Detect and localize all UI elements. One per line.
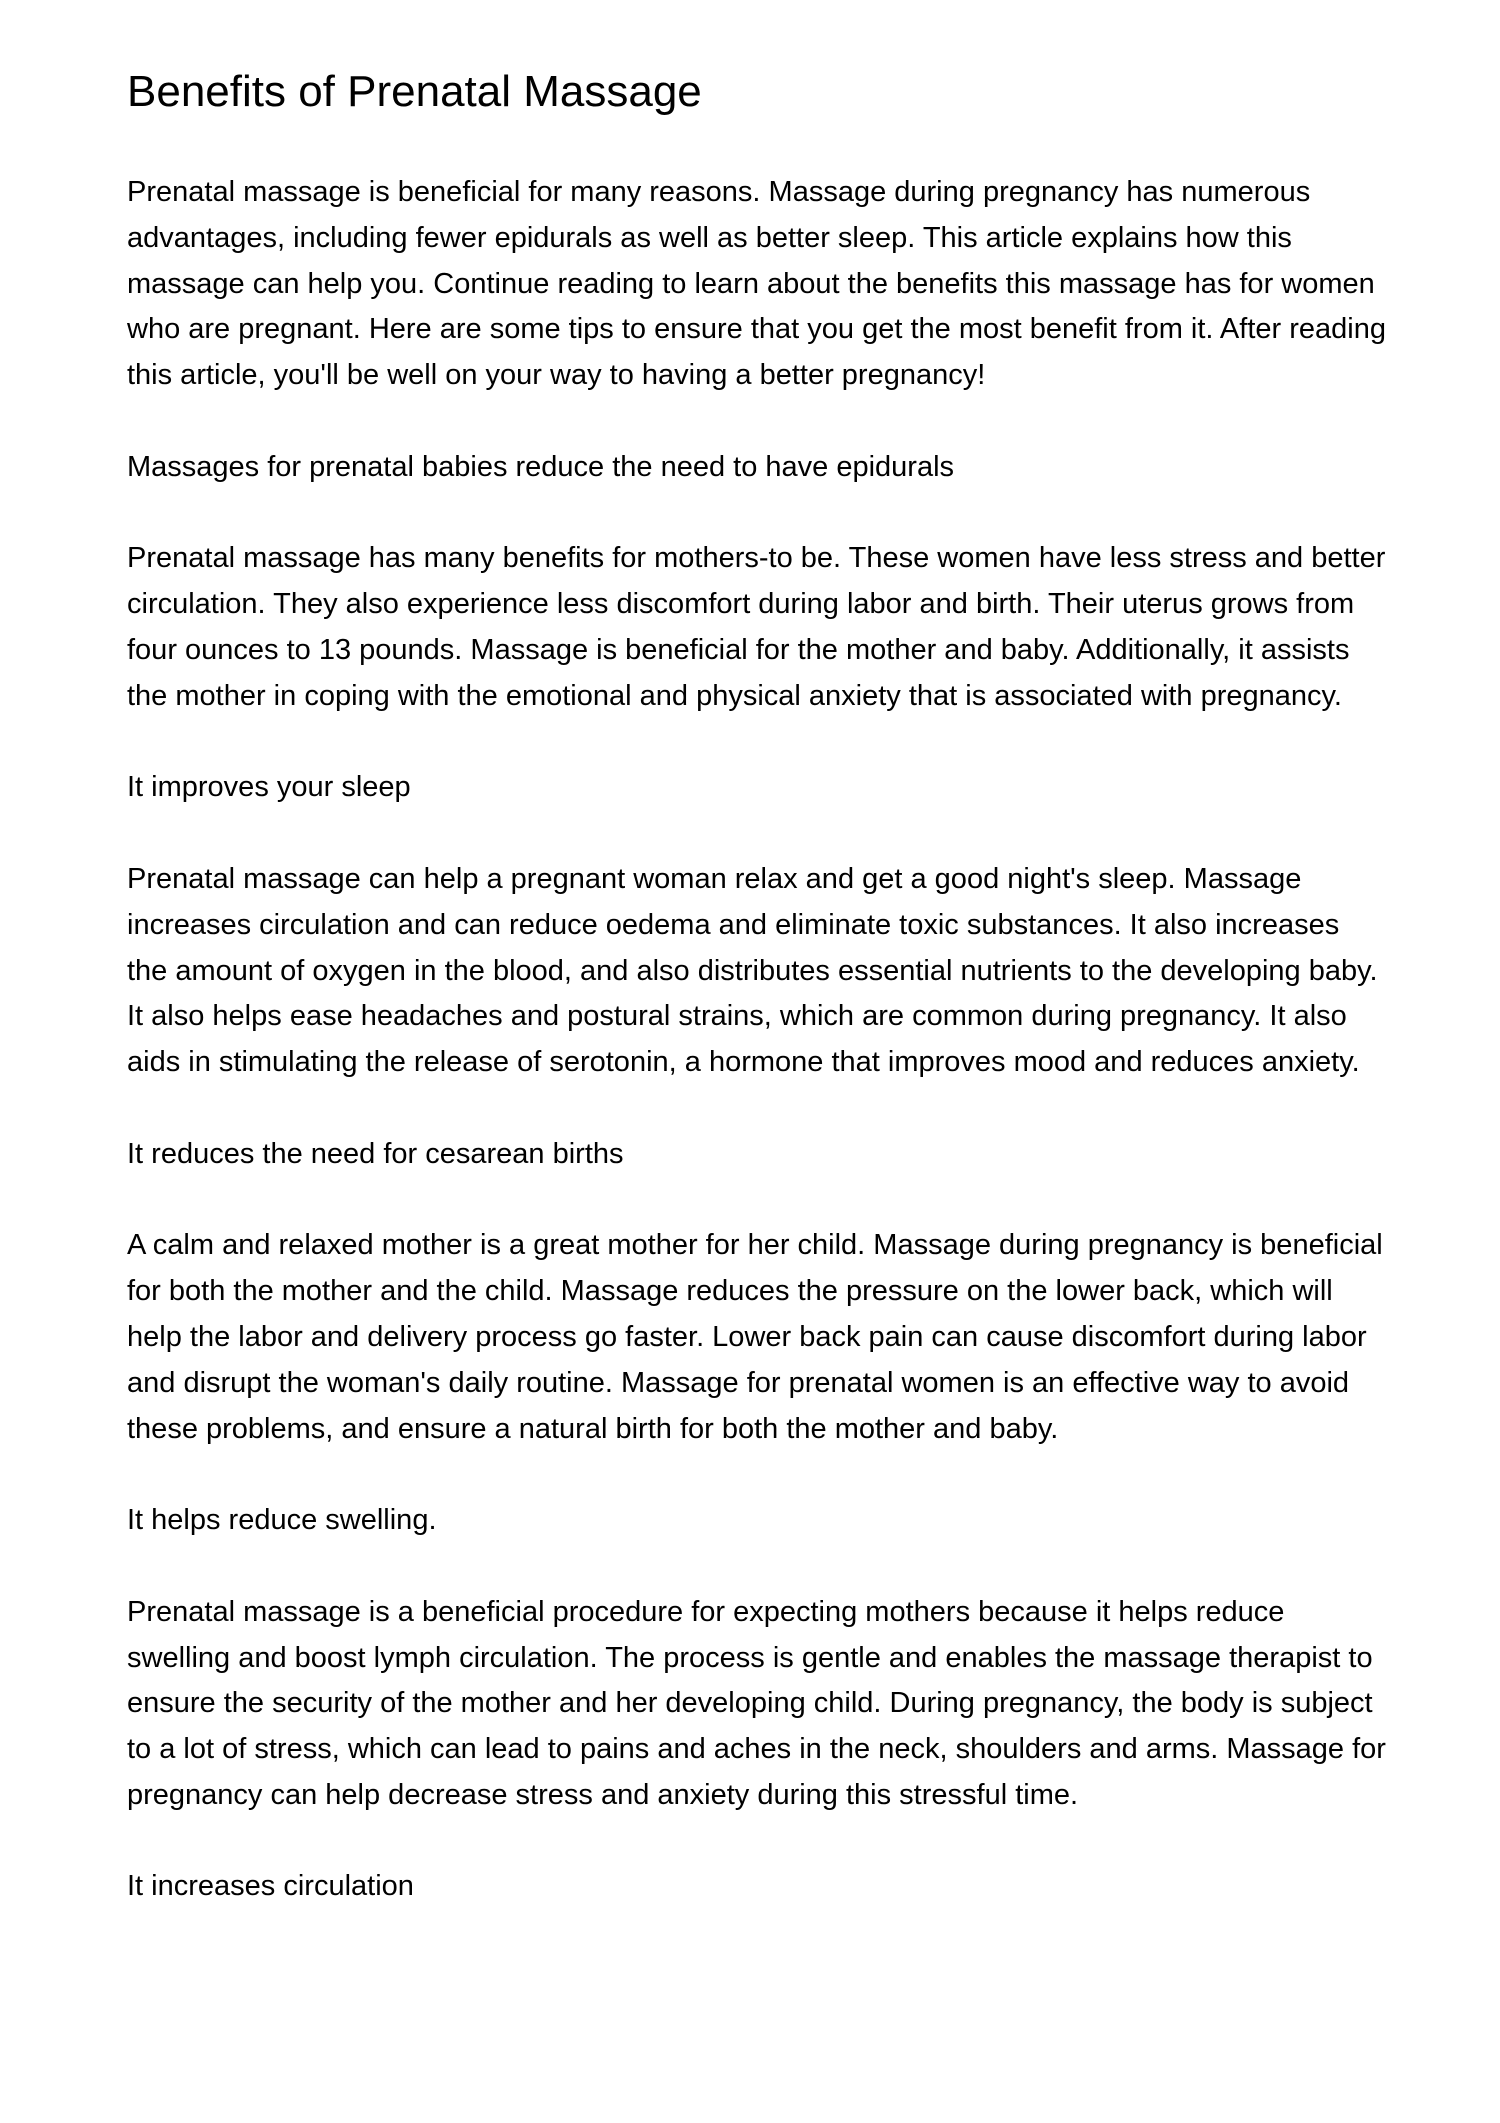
paragraph-sleep: Prenatal massage can help a pregnant woman relax and get a good night's sleep. Massage increases circulation and can reduce oedema and eliminate toxic substances. It also increases the amount of oxygen in the blood, and also distributes essential nutrients to the developing baby. It also helps ease headaches and postural strains, which are common during pregnancy. It also aids in stimulating the release of serotonin, a hormone that improves mood and reduces anxiety. xyxy=(127,862,1378,1079)
paragraph-swelling: Prenatal massage is a beneficial procedure for expecting mothers because it helps reduce swelling and boost lymph circulation. The process is gentle and enables the massage therapist to ensure the security of the mother and her developing child. During pregnancy, the body is subject to a lot of stress, which can lead to pains and aches in the neck, shoulders and arms. Massage for pregnancy can help decrease stress and anxiety during this stressful time. xyxy=(127,1595,1386,1811)
section-heading-sleep: It improves your sleep xyxy=(127,771,411,804)
section-heading-swelling: It helps reduce swelling. xyxy=(127,1504,437,1537)
document-content xyxy=(127,62,1387,1956)
section-heading-circulation: It increases circulation xyxy=(127,1870,414,1903)
paragraph-cesarean: A calm and relaxed mother is a great mother for her child. Massage during pregnancy is beneficial for both the mother and the child. Massage reduces the pressure on the lower back, which will help the labor and delivery process go faster. Lower back pain can cause discomfort during labor and disrupt the woman's daily routine. Massage for prenatal women is an effective way to avoid these problems, and ensure a natural birth for both the mother and baby. xyxy=(127,1229,1383,1445)
paragraph-epidurals: Prenatal massage has many benefits for mothers-to be. These women have less stress and better circulation. They also experience less discomfort during labor and birth. Their uterus grows from four ounces to 13 pounds. Massage is beneficial for the mother and baby. Additionally, it assists the mother in coping with the emotional and physical anxiety that is associated with pregnancy. xyxy=(127,542,1386,712)
page-title: Benefits of Prenatal Massage xyxy=(127,67,702,116)
section-heading-cesarean: It reduces the need for cesarean births xyxy=(127,1137,624,1170)
section-heading-epidurals: Massages for prenatal babies reduce the need to have epidurals xyxy=(127,450,955,483)
intro-paragraph: Prenatal massage is beneficial for many reasons. Massage during pregnancy has numerous advantages, including fewer epidurals as well as better sleep. This article explains how this massage can help you. Continue reading to learn about the benefits this massage has for women who are pregnant. Here are some tips to ensure that you get the most benefit from it. After reading this article, you'll be well on your way to having a better pregnancy! xyxy=(127,176,1386,392)
